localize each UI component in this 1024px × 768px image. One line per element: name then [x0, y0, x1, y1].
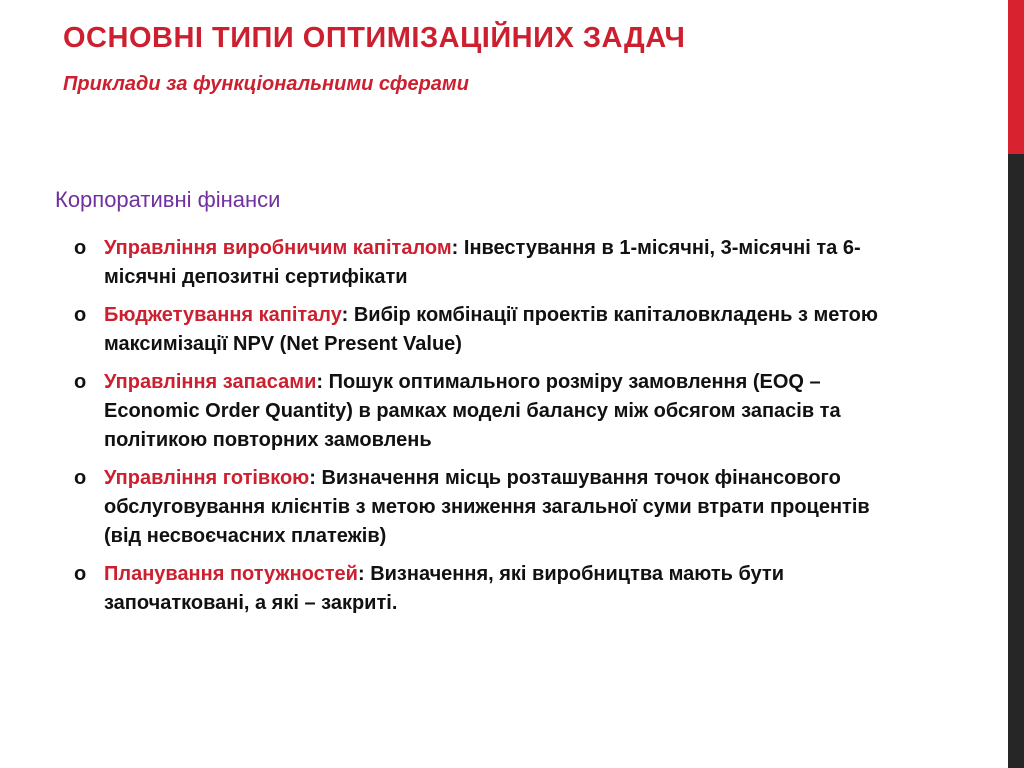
- bullet-term: Бюджетування капіталу: [104, 304, 342, 326]
- bullet-text: Вибір комбінації проектів капіталовкладень з метою максимізації NPV (Net Present Value): [104, 304, 878, 355]
- bullet-term: Управління виробничим капіталом: [104, 237, 452, 259]
- bullet-text: Визначення місць розташування точок фінансового обслуговування клієнтів з метою зниження загальної суми втрати процентів (від несвоєчасних платежів): [104, 467, 870, 547]
- bullet-separator: :: [341, 304, 354, 326]
- bullet-separator: :: [316, 371, 329, 393]
- slide-subtitle: Приклади за функціональними сферами: [63, 73, 469, 95]
- bullet-text: Пошук оптимального розміру замовлення (EOQ – Economic Order Quantity) в рамках моделі балансу між обсягом запасів та політикою повторних замовлень: [104, 371, 841, 451]
- bullet-item-cash-management: [64, 464, 894, 551]
- bullet-text: Інвестування в 1-місячні, 3-місячні та 6-місячні депозитні сертифікати: [104, 237, 861, 288]
- section-heading: Корпоративні фінанси: [55, 187, 281, 212]
- bullet-text: Визначення, які виробництва мають бути започатковані, а які – закриті.: [104, 563, 785, 614]
- bullet-term: Управління готівкою: [104, 467, 310, 489]
- bullet-marker-icon: o: [74, 237, 87, 259]
- slide-title: ОСНОВНІ ТИПИ ОПТИМІЗАЦІЙНИХ ЗАДАЧ: [63, 22, 686, 54]
- bullet-separator: :: [309, 467, 322, 489]
- bullet-item-working-capital: [64, 234, 894, 292]
- bullet-item-inventory-management: [64, 368, 894, 455]
- bullet-marker-icon: o: [74, 304, 87, 326]
- bullet-term: Управління запасами: [104, 371, 317, 393]
- bullet-item-capital-budgeting: [64, 301, 894, 359]
- bullet-separator: :: [357, 563, 371, 585]
- bullet-term: Планування потужностей: [104, 563, 358, 585]
- edge-accent-bar-red: [1008, 0, 1024, 154]
- bullet-list: [64, 234, 894, 627]
- bullet-marker-icon: o: [74, 467, 87, 489]
- bullet-marker-icon: o: [74, 563, 87, 585]
- bullet-separator: :: [451, 237, 464, 259]
- edge-accent-bar-dark: [1008, 154, 1024, 768]
- bullet-marker-icon: o: [74, 371, 87, 393]
- bullet-item-capacity-planning: [64, 560, 894, 618]
